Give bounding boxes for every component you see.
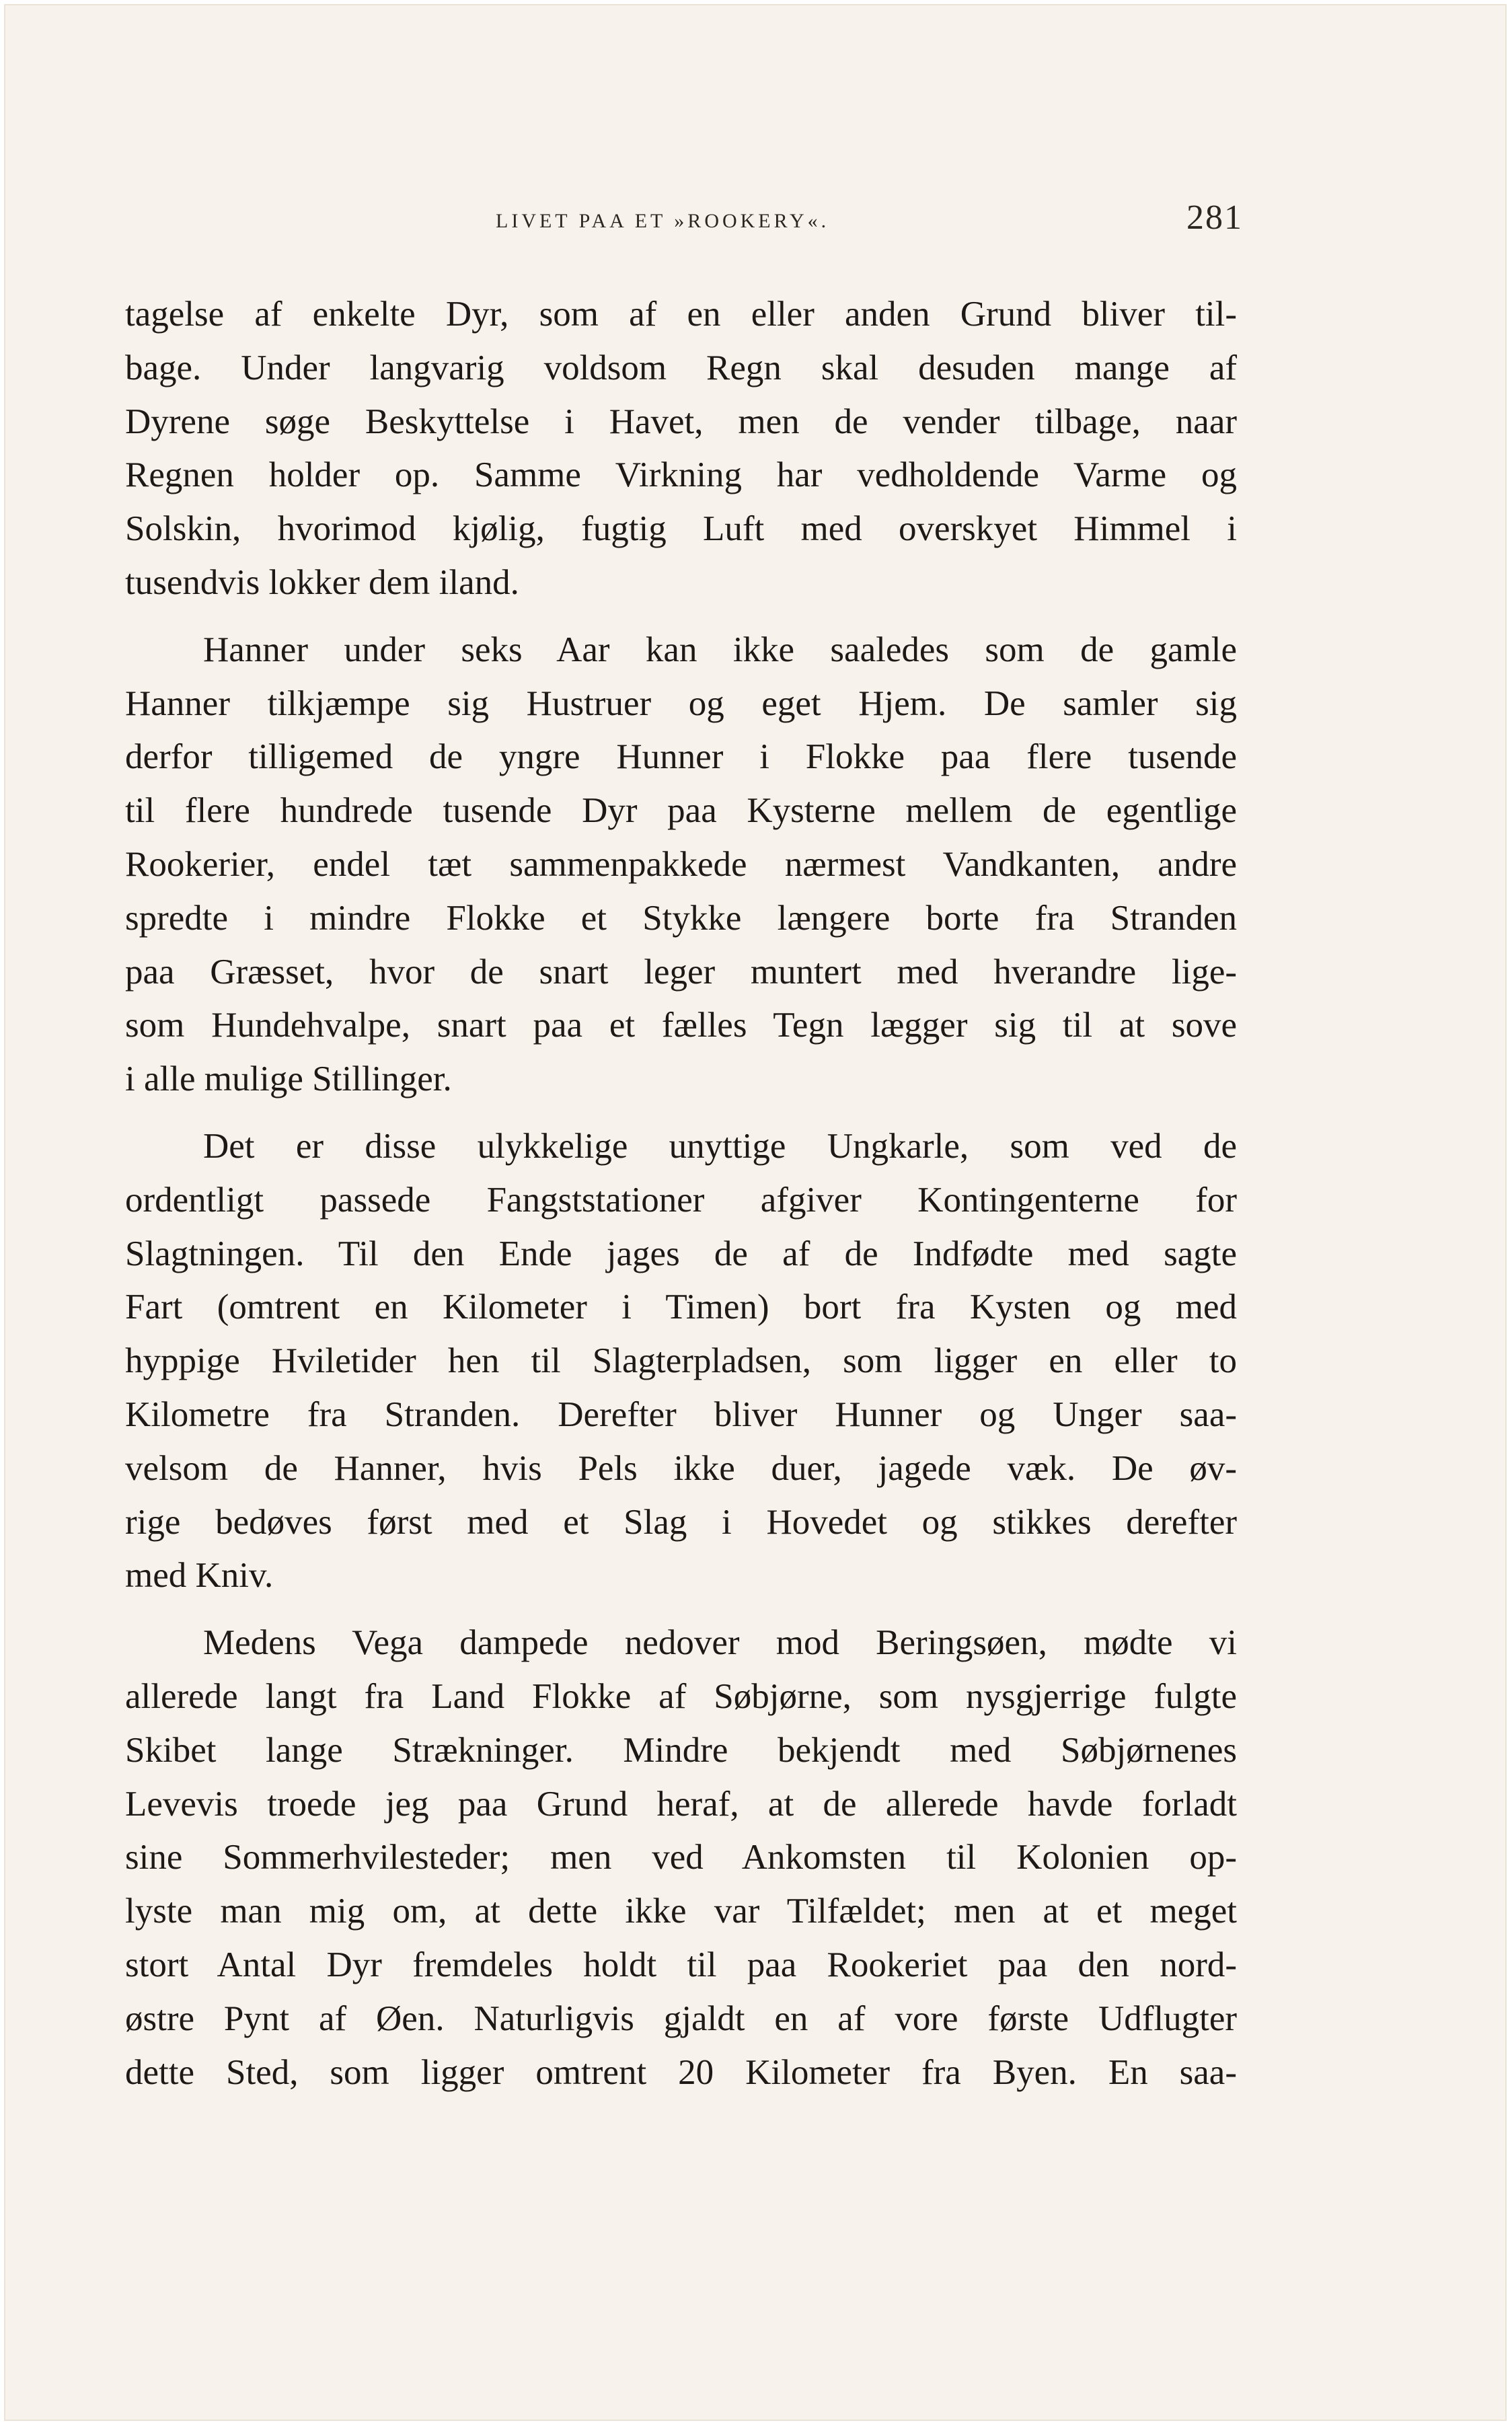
running-head (123, 198, 1243, 252)
paragraph-1 (125, 288, 1237, 610)
page-number: 281 (1186, 198, 1243, 237)
text-line: i alle mulige Stillinger. (125, 1059, 452, 1099)
text-line: velsom de Hanner, hvis Pels ikke duer, jagede væk. De øv- (125, 1448, 1237, 1488)
text-line: med Kniv. (125, 1556, 274, 1596)
text-line: dette Sted, som ligger omtrent 20 Kilometer fra Byen. En saa- (125, 2052, 1237, 2092)
text-line: lyste man mig om, at dette ikke var Tilfældet; men at et meget (125, 1892, 1237, 1931)
text-line: Solskin, hvorimod kjølig, fugtig Luft med overskyet Himmel i (125, 509, 1237, 549)
text-line: sine Sommerhvilesteder; men ved Ankomsten til Kolonien op- (125, 1838, 1237, 1877)
text-line: Rookerier, endel tæt sammenpakkede nærmest Vandkanten, andre (125, 844, 1237, 884)
running-title: LIVET PAA ET »ROOKERY«. (496, 210, 830, 232)
text-line: Medens Vega dampede nedover mod Beringsøen, mødte vi (203, 1623, 1237, 1663)
body-text (125, 288, 1237, 2113)
text-line: Slagtningen. Til den Ende jages de af de Indfødte med sagte (125, 1234, 1237, 1273)
text-line: Regnen holder op. Samme Virkning har vedholdende Varme og (125, 455, 1237, 495)
text-line: Skibet lange Strækninger. Mindre bekjendt med Søbjørnenes (125, 1730, 1237, 1770)
text-line: rige bedøves først med et Slag i Hovedet og stikkes derefter (125, 1502, 1237, 1542)
text-line: hyppige Hviletider hen til Slagterpladsen, som ligger en eller to (125, 1341, 1237, 1381)
text-line: til flere hundrede tusende Dyr paa Kysterne mellem de egentlige (125, 791, 1237, 831)
text-line: Dyrene søge Beskyttelse i Havet, men de vender tilbage, naar (125, 402, 1237, 441)
text-line: Kilometre fra Stranden. Derefter bliver Hunner og Unger saa- (125, 1394, 1237, 1434)
text-line: stort Antal Dyr fremdeles holdt til paa Rookeriet paa den nord- (125, 1945, 1237, 1984)
text-line: spredte i mindre Flokke et Stykke længere borte fra Stranden (125, 898, 1237, 938)
text-line: bage. Under langvarig voldsom Regn skal desuden mange af (125, 348, 1237, 387)
text-line: Det er disse ulykkelige unyttige Ungkarle, som ved de (203, 1126, 1237, 1166)
text-line: ordentligt passede Fangststationer afgiver Kontingenterne for (125, 1180, 1237, 1220)
text-line: derfor tilligemed de yngre Hunner i Flokke paa flere tusende (125, 737, 1237, 777)
text-line: som Hundehvalpe, snart paa et fælles Tegn lægger sig til at sove (125, 1006, 1237, 1045)
text-line: Fart (omtrent en Kilometer i Timen) bort fra Kysten og med (125, 1288, 1237, 1327)
text-line: Hanner tilkjæmpe sig Hustruer og eget Hjem. De samler sig (125, 683, 1237, 723)
paragraph-3 (125, 1120, 1237, 1603)
text-line: allerede langt fra Land Flokke af Søbjørne, som nysgjerrige fulgte (125, 1676, 1237, 1716)
text-line: Levevis troede jeg paa Grund heraf, at de allerede havde forladt (125, 1784, 1237, 1824)
text-line: østre Pynt af Øen. Naturligvis gjaldt en af vore første Udflugter (125, 1999, 1237, 2038)
paragraph-4 (125, 1616, 1237, 2099)
paragraph-2 (125, 624, 1237, 1107)
text-line: Hanner under seks Aar kan ikke saaledes som de gamle (203, 630, 1237, 669)
book-page (4, 4, 1507, 2421)
text-line: tagelse af enkelte Dyr, som af en eller anden Grund bliver til- (125, 295, 1237, 334)
text-line: tusendvis lokker dem iland. (125, 562, 519, 602)
text-line: paa Græsset, hvor de snart leger muntert med hverandre lige- (125, 952, 1237, 992)
